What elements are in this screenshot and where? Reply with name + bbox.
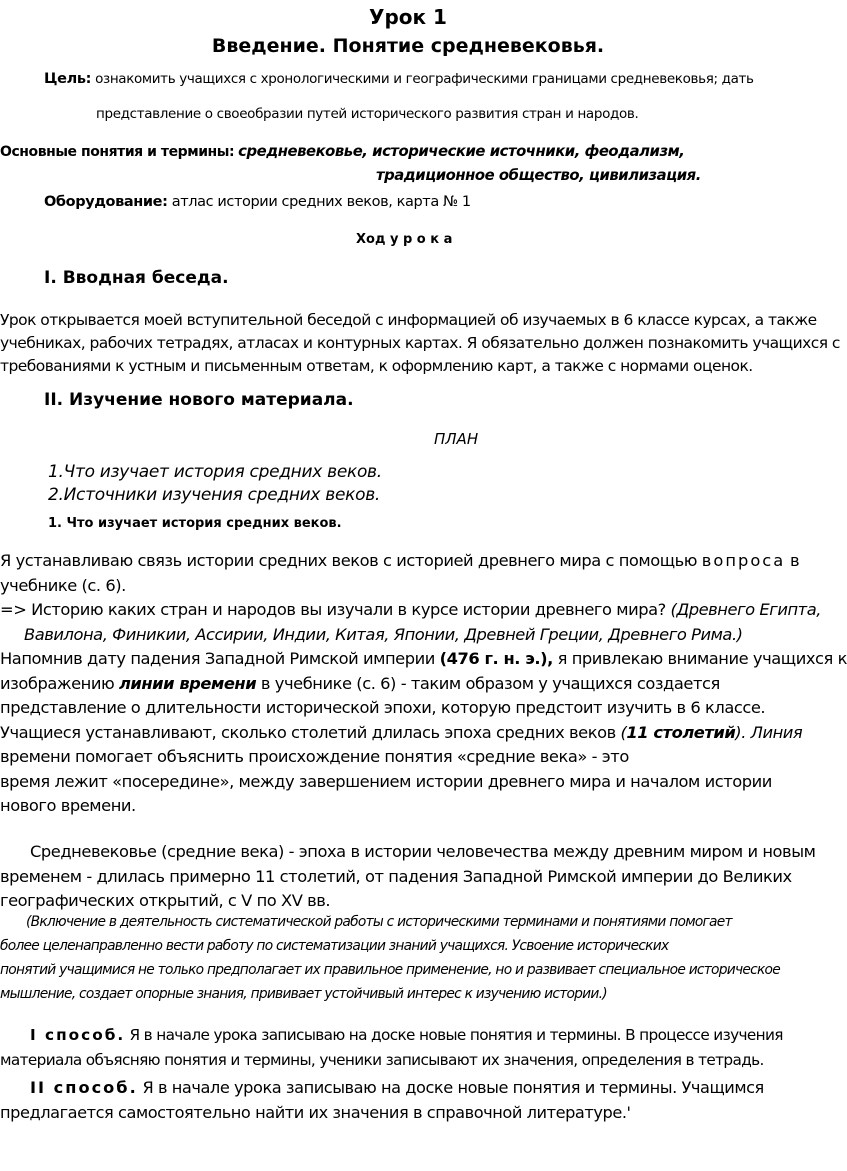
lesson-subtitle: Введение. Понятие средневековья. <box>211 35 605 57</box>
body-line: Напомнив дату падения Западной Римской империи (476 г. н. э.), я привлекаю внимание учащихся к <box>0 649 847 668</box>
plan-item-number: 2. <box>48 485 64 505</box>
equipment-text: атлас истории средних веков, карта № 1 <box>171 194 471 210</box>
body-line: Учащиеся устанавливают, сколько столетий длилась эпоха средних веков (11 столетий). Линия <box>0 722 803 742</box>
definition-line: Средневековье (средние века) - эпоха в истории человечества между древним миром и новым <box>30 842 816 861</box>
note-paragraph <box>0 910 780 1006</box>
terms-text-1: средневековье, исторические источники, феодализм, <box>238 143 685 160</box>
body-line: учебнике (с. 6). <box>0 575 126 595</box>
terms-line-1 <box>0 143 684 160</box>
definition-line: географических открытий, с V по XV вв. <box>0 891 331 910</box>
terms-label: Основные понятия и термины: <box>0 144 235 160</box>
main-body <box>0 549 847 819</box>
course-heading: Ход у р о к а <box>356 232 453 247</box>
plan-item <box>48 485 380 505</box>
definition-line: временем - длилась примерно 11 столетий, от падения Западной Римской империи до Великих <box>0 866 792 886</box>
plan-item-number: 1. <box>48 462 64 482</box>
definition-paragraph <box>0 840 815 914</box>
section-2-heading: II. Изучение нового материала. <box>44 390 354 410</box>
subheading-1: 1. Что изучает история средних веков. <box>48 516 342 531</box>
method-line: I способ. Я в начале урока записываю на доске новые понятия и термины. В процессе изучения <box>30 1026 783 1044</box>
body-line: Я устанавливаю связь истории средних веков с историей древнего мира с помощью вопроса в <box>0 551 800 570</box>
section-1-paragraph <box>0 309 840 378</box>
goal-label: Цель: <box>44 71 92 87</box>
equipment-line <box>44 194 471 210</box>
note-line: более целенаправленно вести работу по систематизации знаний учащихся. Усвоение исторических <box>0 938 669 954</box>
section-1-heading: I. Вводная беседа. <box>44 268 229 288</box>
method-line: II способ. Я в начале урока записываю на доске новые понятия и термины. Учащимся <box>30 1078 764 1097</box>
equipment-label: Оборудование: <box>44 194 168 210</box>
method-line: материала объясняю понятия и термины, ученики записывают их значения, определения в тетрадь. <box>0 1051 764 1069</box>
note-line: мышление, создает опорные знания, прививает устойчивый интерес к изучению истории.) <box>0 986 607 1002</box>
body-line: времени помогает объяснить происхождение понятия «средние века» - это <box>0 747 629 766</box>
note-line: понятий учащимися не только предполагает их правильное применение, но и развивает специальное историческое <box>0 962 780 978</box>
body-line: => Историю каких стран и народов вы изучали в курсе истории древнего мира? (Древнего Египта, <box>0 600 821 619</box>
goal-line-1 <box>44 71 754 87</box>
question-word: вопроса <box>701 551 786 570</box>
goal-text-1: ознакомить учащихся с хронологическими и географическими границами средневековья; дать <box>95 71 754 87</box>
method-2-label: II способ. <box>30 1078 138 1097</box>
body-line: изображению линии времени в учебнике (с. 6) - таким образом у учащихся создается <box>0 673 720 693</box>
plan-item-text: Что изучает история средних веков. <box>63 462 382 482</box>
methods-paragraph-2 <box>0 1075 764 1125</box>
method-line: предлагается самостоятельно найти их значения в справочной литературе.' <box>0 1103 631 1122</box>
terms-line-2: традиционное общество, цивилизация. <box>376 167 701 184</box>
note-line: (Включение в деятельность систематической работы с историческими терминами и понятиями помогает <box>26 914 732 930</box>
body-line: нового времени. <box>0 796 136 815</box>
plan-title: ПЛАН <box>434 430 479 448</box>
lesson-title: Урок 1 <box>369 5 447 29</box>
methods-paragraph <box>0 1023 783 1073</box>
method-1-label: I способ. <box>30 1026 126 1044</box>
body-line: Вавилона, Финикии, Ассирии, Индии, Китая, Японии, Древней Греции, Древнего Рима.) <box>24 624 743 644</box>
section-1-line: требованиями к устным и письменным ответам, к оформлению карт, а также с нормами оценок. <box>0 357 753 375</box>
plan-item-text: Источники изучения средних веков. <box>63 485 381 505</box>
body-line: время лежит «посередине», между завершением истории древнего мира и началом истории <box>0 771 772 791</box>
plan-item <box>48 462 382 482</box>
goal-line-2: представление о своеобразии путей исторического развития стран и народов. <box>96 106 639 122</box>
body-line: представление о длительности исторической эпохи, которую предстоит изучить в 6 классе. <box>0 698 766 717</box>
section-1-line: Урок открывается моей вступительной беседой с информацией об изучаемых в 6 классе курсах, а также <box>0 311 817 329</box>
section-1-line: учебниках, рабочих тетрадях, атласах и контурных картах. Я обязательно должен познакомить учащихся с <box>0 334 840 352</box>
